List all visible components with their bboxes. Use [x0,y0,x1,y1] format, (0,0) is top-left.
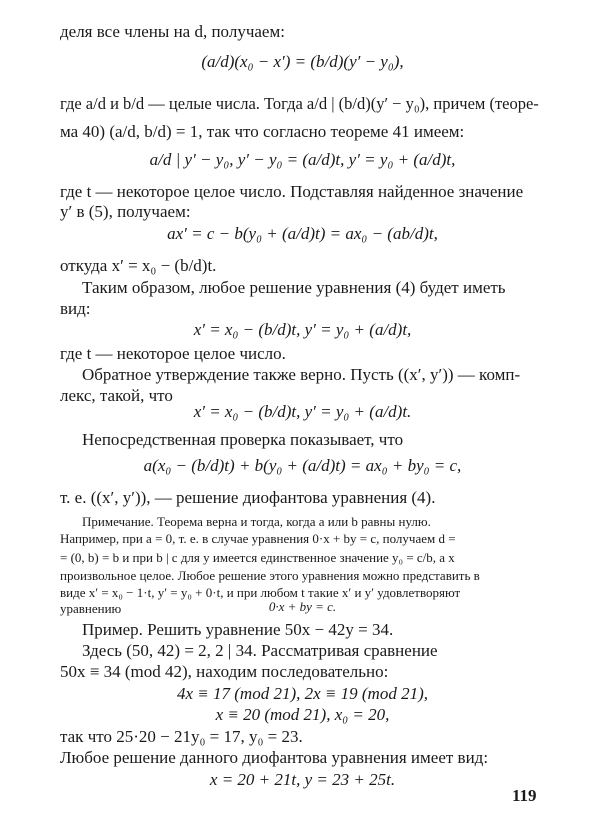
equation: x′ = x₀ − (b/d)t, y′ = y₀ + (a/d)t. [193,402,412,421]
note-line: уравнению [60,601,122,616]
text-line: так что 25·20 − 21y₀ = 17, y₀ = 23. [60,727,303,746]
equation: x ≡ 20 (mod 21), x₀ = 20, [215,705,390,724]
equation: x′ = x₀ − (b/d)t, y′ = y₀ + (a/d)t, [193,320,412,339]
equation: a(x₀ − (b/d)t) + b(y₀ + (a/d)t) = ax₀ + by₀ = c, [143,456,462,475]
text-line: где t — некоторое целое число. [60,344,286,363]
text-line: Непосредственная проверка показывает, что [82,430,404,449]
note-line: Например, при a = 0, т. е. в случае уравнения 0·x + by = c, получаем d = [60,531,456,546]
text-line: y′ в (5), получаем: [60,202,191,221]
note-line: произвольное целое. Любое решение этого уравнения можно представить в [60,568,480,583]
equation: ax′ = c − b(y₀ + (a/d)t) = ax₀ − (ab/d)t, [167,224,438,243]
text-line: ма 40) (a/d, b/d) = 1, так что согласно теореме 41 имеем: [60,122,465,141]
text-line: лекс, такой, что [60,386,173,405]
note-line: виде x′ = x₀ − 1·t, y′ = y₀ + 0·t, и при любом t такие x′ и y′ удовлетворяют [60,585,461,600]
text-line: где t — некоторое целое число. Подставляя найденное значение [60,182,524,201]
text-line: Обратное утверждение также верно. Пусть ((x′, y′)) — комп- [82,365,521,384]
text-line: деля все члены на d, получаем: [60,22,285,41]
note-line: = (0, b) = b и при b | c для y имеется единственное значение y₀ = c/b, а x [60,550,455,565]
text-line: Любое решение данного диофантова уравнения имеет вид: [60,748,489,767]
equation: 4x ≡ 17 (mod 21), 2x ≡ 19 (mod 21), [177,684,428,703]
text-line: т. е. ((x′, y′)), — решение диофантова уравнения (4). [60,488,436,507]
page-number: 119 [512,786,537,805]
text-line: откуда x′ = x₀ − (b/d)t. [60,256,217,275]
text-line: 50x ≡ 34 (mod 42), находим последовательно: [60,662,389,681]
text-line: Таким образом, любое решение уравнения (4) будет иметь [82,278,506,297]
text-line: вид: [60,299,91,318]
example-heading: Пример. Решить уравнение 50x − 42y = 34. [82,620,394,639]
equation: x = 20 + 21t, y = 23 + 25t. [209,770,396,789]
text-line: Здесь (50, 42) = 2, 2 | 34. Рассматривая сравнение [82,641,438,660]
text-line: где a/d и b/d — целые числа. Тогда a/d | (b/d)(y′ − y₀), причем (теоре- [60,94,539,113]
equation: (a/d)(x₀ − x′) = (b/d)(y′ − y₀), [201,52,404,71]
note-line: Примечание. Теорема верна и тогда, когда a или b равны нулю. [82,514,431,529]
note-equation: 0·x + by = c. [268,599,337,614]
equation: a/d | y′ − y₀, y′ − y₀ = (a/d)t, y′ = y₀ + (a/d)t, [149,150,456,169]
